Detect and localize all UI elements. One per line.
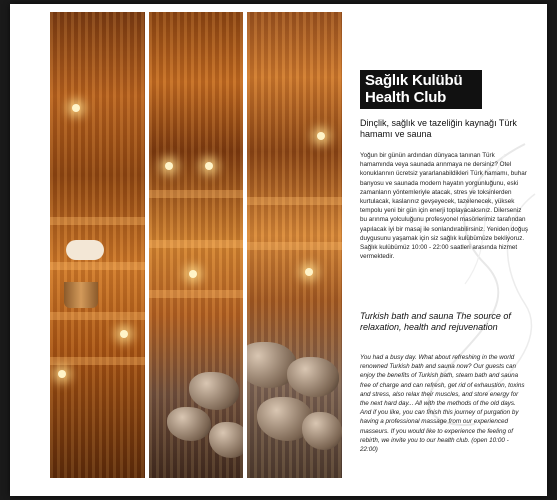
- turkish-body-text: Yoğun bir günün ardından dünyaca tanınan Türk hamamında veya saunada arınmaya ne dersiniz? Otel konuklarının ücretsiz yararlanabildikleri Türk hamamı, buhar banyosu ve saunada modern hayatın yorgunluğunu, eski zamanların yöntemleriyle atacak, stres ve toksinlerden kurtulacak, kaslarınız gevşeyecek, tazelenecek, yüksek tempolu yeni bir gün için enerji toplayacaksınız. Dilerseniz bu arınma yolculuğunu profesyonel masörlerimiz tarafından yapılacak iyi bir masaj ile sonlandırabilirsiniz. Yeniden doğuş duygusunu yaşamak için siz sağlık kulübümüze bekliyoruz. Sağlık kulübümüz 10:00 - 22:00 saatleri arasında hizmet vermektedir.: [360, 152, 529, 261]
- title-turkish: Sağlık Kulübü: [365, 72, 463, 89]
- english-body-text: You had a busy day. What about refreshing in the world renowned Turkish bath and sauna now? Our guests can enjoy the benefits of Turkish bath, steam bath and sauna free of charge and can refresh, get rid of exhaustion, toxins and stress, also relax their muscles, and store energy for the next hard day... All with the methods of the old days. And if you like, you can finish this journey of purgation by having a professional massage from our experienced masseurs. If you would like to experience the feeling of rebirth, we invite you to our health club. (open 10:00 - 22:00): [360, 354, 525, 454]
- sauna-photo-panel-center: [149, 12, 244, 478]
- title-english: Health Club: [365, 89, 447, 106]
- wooden-bucket: [64, 282, 98, 308]
- english-subtitle: Turkish bath and sauna The source of relaxation, health and rejuvenation: [360, 311, 511, 332]
- sauna-photo-panel-right: [247, 12, 342, 478]
- turkish-subtitle: Dinçlik, sağlık ve tazeliğin kaynağı Türk hamamı ve sauna: [360, 118, 517, 139]
- brochure-page: [10, 4, 547, 496]
- towel: [66, 240, 104, 260]
- page-title: [360, 70, 482, 109]
- sauna-photo-panel-left: [50, 12, 145, 478]
- sauna-photo: [50, 12, 342, 478]
